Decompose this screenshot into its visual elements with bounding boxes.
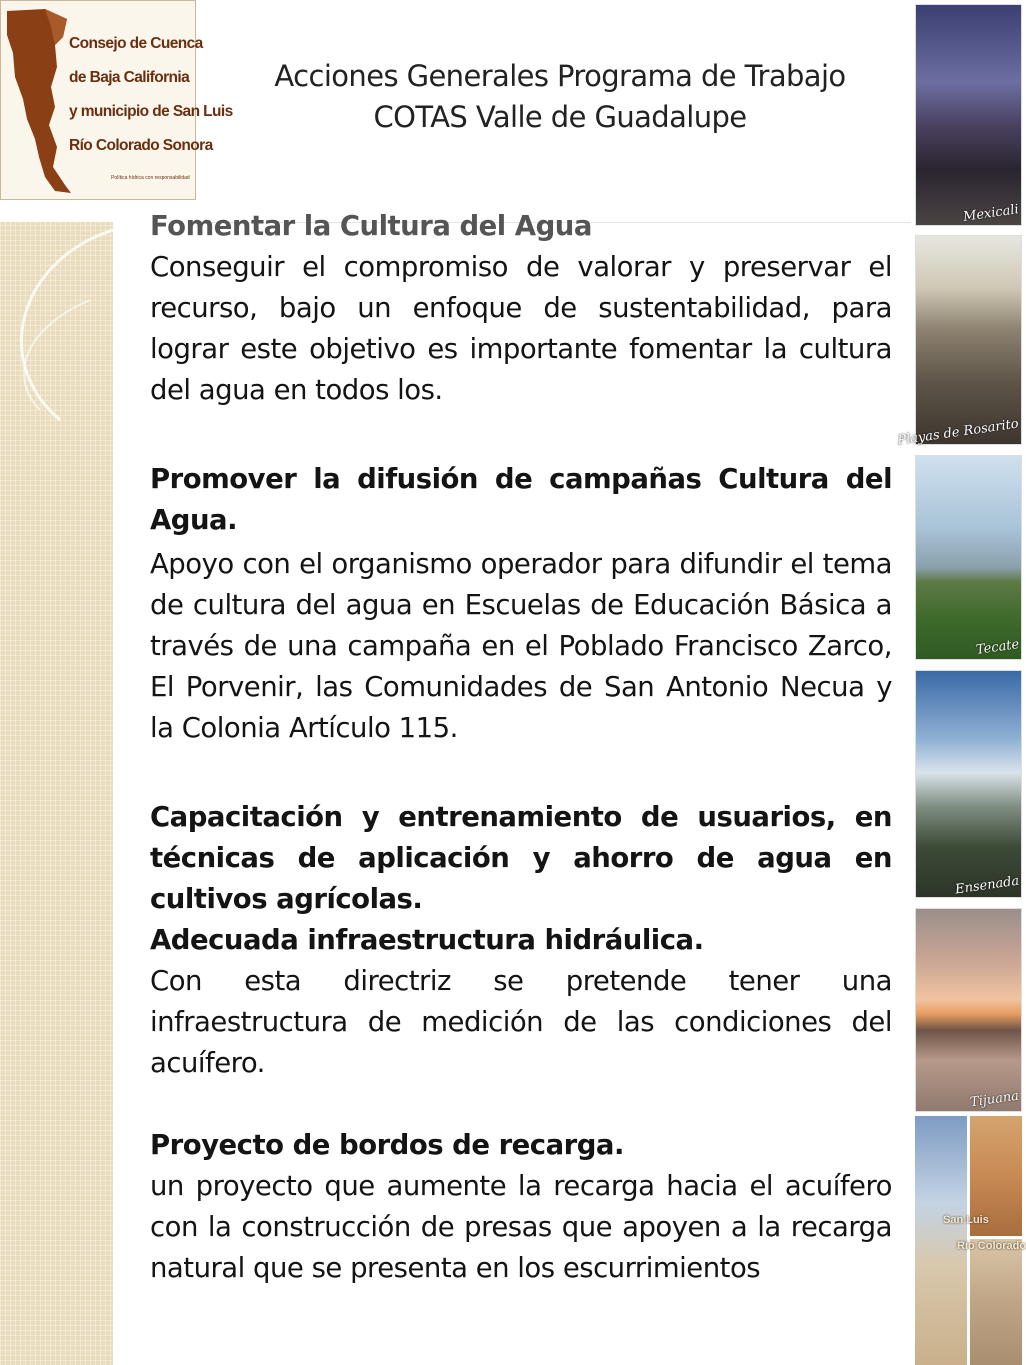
baja-california-map-icon xyxy=(5,7,75,197)
photo-mexicali xyxy=(915,4,1022,226)
logo-line-4: Río Colorado Sonora xyxy=(69,137,213,154)
title-line-2: COTAS Valle de Guadalupe xyxy=(373,100,747,134)
caption-ensenada: Ensenada xyxy=(953,873,1020,898)
section-heading-infraestructura: Adecuada infraestructura hidráulica. xyxy=(150,924,704,956)
main-content xyxy=(150,206,892,1289)
photo-tijuana xyxy=(915,908,1022,1112)
section-heading-campanas: Promover la difusión de campañas Cultura del Agua. xyxy=(150,463,892,536)
photo-rosarito xyxy=(896,235,1022,449)
section-heading-cultura-agua: Fomentar la Cultura del Agua xyxy=(150,210,592,242)
caption-rosarito: Playas de Rosarito xyxy=(896,416,1020,449)
caption-slrc-2: Río Colorado xyxy=(957,1240,1026,1252)
section-heading-bordos: Proyecto de bordos de recarga. xyxy=(150,1129,624,1161)
section-body-bordos: un proyecto que aumente la recarga hacia el acuífero con la construcción de presas que apoyen a la recarga natural que se presenta en los escurrimientos xyxy=(150,1170,892,1284)
caption-tijuana: Tijuana xyxy=(969,1088,1020,1111)
photo-ensenada xyxy=(915,670,1022,898)
caption-slrc-1: San Luis xyxy=(943,1214,989,1226)
caption-mexicali: Mexicali xyxy=(962,202,1020,225)
photo-san-luis-rio-colorado xyxy=(915,1116,1026,1365)
logo-line-2: de Baja California xyxy=(69,69,190,86)
section-heading-capacitacion: Capacitación y entrenamiento de usuarios, en técnicas de aplicación y ahorro de agua en cultivos agrícolas. xyxy=(150,801,892,915)
caption-tecate: Tecate xyxy=(974,637,1020,658)
section-body-infraestructura: Con esta directriz se pretende tener una infraestructura de medición de las condiciones del acuífero. xyxy=(150,965,892,1079)
photo-slrc-sand xyxy=(970,1239,1022,1365)
photo-strip xyxy=(896,0,1026,1365)
section-body-cultura-agua: Conseguir el compromiso de valorar y preservar el recurso, bajo un enfoque de sustentabilidad, para lograr este objetivo es importante fomentar la cultura del agua en todos los. xyxy=(150,251,892,406)
section-body-campanas: Apoyo con el organismo operador para difundir el tema de cultura del agua en Escuelas de Educación Básica a través de una campaña en el Poblado Francisco Zarco, El Porvenir, las Comunidades de San Antonio Necua y la Colonia Artículo 115. xyxy=(150,548,892,744)
logo-tagline: Política hídrica con responsabilidad xyxy=(111,175,190,181)
logo xyxy=(0,0,233,200)
title-line-1: Acciones Generales Programa de Trabajo xyxy=(274,59,846,93)
photo-tecate xyxy=(915,455,1022,660)
page-title xyxy=(210,56,910,138)
logo-line-3: y municipio de San Luis xyxy=(69,103,233,120)
logo-line-1: Consejo de Cuenca xyxy=(69,35,203,52)
